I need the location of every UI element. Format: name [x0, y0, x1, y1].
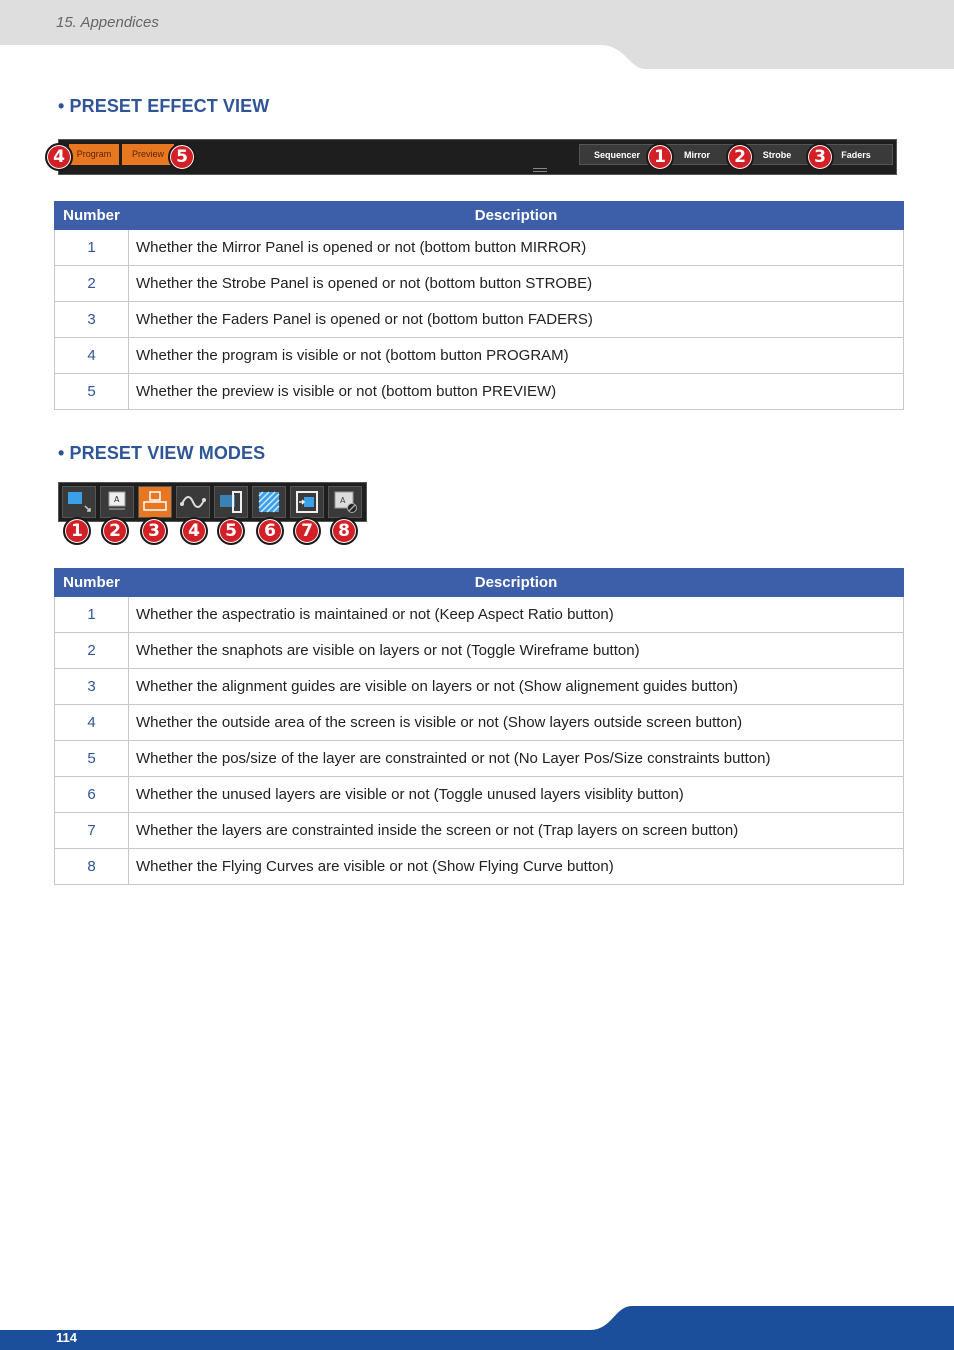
- section-title-preset-effect-view: • PRESET EFFECT VIEW: [58, 96, 270, 116]
- preset-effect-table: [54, 201, 904, 410]
- preset-view-modes-table: [54, 568, 904, 885]
- table-row: [55, 741, 904, 777]
- row-description: Whether the snaphots are visible on layers or not (Toggle Wireframe button): [129, 633, 904, 669]
- row-description: Whether the layers are constrainted inside the screen or not (Trap layers on screen button): [129, 813, 904, 849]
- callout-badge: 3: [140, 517, 168, 545]
- row-number: 6: [55, 777, 129, 813]
- sequencer-button[interactable]: Sequencer: [579, 144, 655, 165]
- row-description: Whether the pos/size of the layer are constrainted or not (No Layer Pos/Size constraints button): [129, 741, 904, 777]
- resize-grip-icon[interactable]: [533, 168, 547, 172]
- column-header-description: Description: [129, 569, 904, 597]
- row-number: 5: [55, 741, 129, 777]
- toggle-wireframe-icon[interactable]: [100, 486, 134, 518]
- row-number: 4: [55, 705, 129, 741]
- table-row: [55, 777, 904, 813]
- row-description: Whether the program is visible or not (bottom button PROGRAM): [129, 338, 904, 374]
- table-row: [55, 669, 904, 705]
- row-number: 3: [55, 302, 129, 338]
- table-row: [55, 813, 904, 849]
- row-description: Whether the unused layers are visible or not (Toggle unused layers visiblity button): [129, 777, 904, 813]
- callout-badge: 2: [726, 143, 754, 171]
- table-row: [55, 633, 904, 669]
- callout-badge: 8: [330, 517, 358, 545]
- row-description: Whether the aspectratio is maintained or not (Keep Aspect Ratio button): [129, 597, 904, 633]
- callout-badge: 5: [168, 143, 196, 171]
- table-row: [55, 230, 904, 266]
- callout-badge: 2: [101, 517, 129, 545]
- row-number: 2: [55, 633, 129, 669]
- header-section-label: 15. Appendices: [56, 14, 159, 31]
- row-description: Whether the Mirror Panel is opened or not (bottom button MIRROR): [129, 230, 904, 266]
- outside-screen-icon[interactable]: [214, 486, 248, 518]
- row-number: 3: [55, 669, 129, 705]
- flying-curve-path-icon[interactable]: [176, 486, 210, 518]
- program-button[interactable]: Program: [69, 144, 119, 165]
- row-number: 4: [55, 338, 129, 374]
- callout-badge: 4: [180, 517, 208, 545]
- row-number: 2: [55, 266, 129, 302]
- row-description: Whether the alignment guides are visible on layers or not (Show alignement guides button): [129, 669, 904, 705]
- row-description: Whether the outside area of the screen is visible or not (Show layers outside screen button): [129, 705, 904, 741]
- table-row: [55, 374, 904, 410]
- table-row: [55, 597, 904, 633]
- row-description: Whether the Strobe Panel is opened or not (bottom button STROBE): [129, 266, 904, 302]
- column-header-number: Number: [55, 202, 129, 230]
- mirror-button[interactable]: Mirror: [659, 144, 735, 165]
- svg-text:A: A: [340, 496, 346, 505]
- flying-curve-toggle-icon[interactable]: [328, 486, 362, 518]
- table-row: [55, 849, 904, 885]
- table-row: [55, 266, 904, 302]
- row-description: Whether the Flying Curves are visible or not (Show Flying Curve button): [129, 849, 904, 885]
- table-row: [55, 338, 904, 374]
- row-number: 8: [55, 849, 129, 885]
- table-row: [55, 705, 904, 741]
- callout-badge: 3: [806, 143, 834, 171]
- header-bar: [0, 0, 954, 70]
- unused-layers-icon[interactable]: [252, 486, 286, 518]
- preview-button[interactable]: Preview: [122, 144, 174, 165]
- callout-badge: 4: [45, 143, 73, 171]
- keep-aspect-ratio-icon[interactable]: [62, 486, 96, 518]
- faders-button[interactable]: Faders: [819, 144, 893, 165]
- footer-bar: [0, 1300, 954, 1350]
- svg-text:A: A: [114, 495, 120, 504]
- row-description: Whether the Faders Panel is opened or not (bottom button FADERS): [129, 302, 904, 338]
- trap-layers-icon[interactable]: [290, 486, 324, 518]
- preset-view-modes-toolbar: [58, 482, 367, 522]
- row-number: 7: [55, 813, 129, 849]
- row-number: 1: [55, 230, 129, 266]
- column-header-number: Number: [55, 569, 129, 597]
- strobe-button[interactable]: Strobe: [739, 144, 815, 165]
- table-row: [55, 302, 904, 338]
- page-number: 114: [56, 1330, 77, 1345]
- callout-badge: 7: [293, 517, 321, 545]
- callout-badge: 5: [217, 517, 245, 545]
- alignment-guides-icon[interactable]: [138, 486, 172, 518]
- row-description: Whether the preview is visible or not (bottom button PREVIEW): [129, 374, 904, 410]
- callout-badge: 1: [646, 143, 674, 171]
- row-number: 5: [55, 374, 129, 410]
- callout-badge: 6: [256, 517, 284, 545]
- section-title-preset-view-modes: • PRESET VIEW MODES: [58, 443, 266, 463]
- row-number: 1: [55, 597, 129, 633]
- column-header-description: Description: [129, 202, 904, 230]
- callout-badge: 1: [63, 517, 91, 545]
